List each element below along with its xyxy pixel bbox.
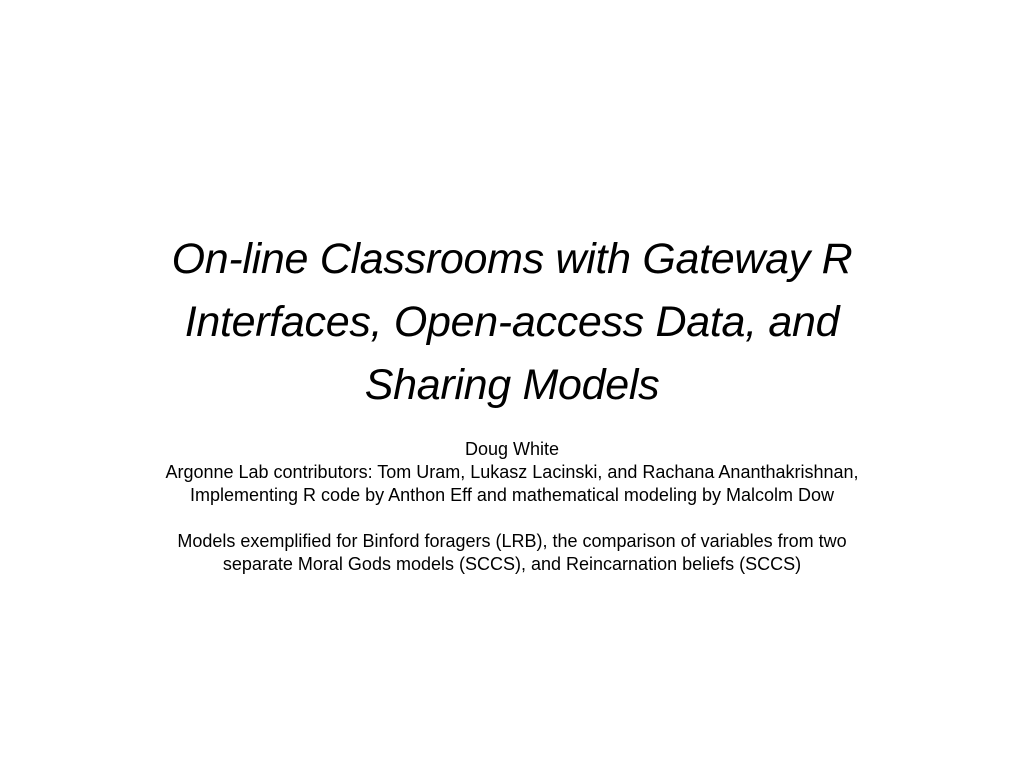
contributors-text [84,461,940,507]
paragraph-gap [84,507,940,530]
contributors-line-2: Implementing R code by Anthon Eff and mathematical modeling by Malcolm Dow [190,485,834,505]
models-line-1: Models exemplified for Binford foragers (LRB), the comparison of variables from two [177,531,847,551]
slide-title-line-1: On-line Classrooms with Gateway R [171,235,853,283]
slide-title-line-2: Interfaces, Open-access Data, and [184,298,840,346]
models-line-2: separate Moral Gods models (SCCS), and Reincarnation beliefs (SCCS) [222,554,802,574]
author-name: Doug White [464,439,560,459]
models-text [84,530,940,576]
slide-subtitle-box [84,438,940,576]
contributors-line-1: Argonne Lab contributors: Tom Uram, Lukasz Lacinski, and Rachana Ananthakrishnan, [165,462,859,482]
slide-title-line-3: Sharing Models [364,361,660,409]
slide-title-box [70,228,954,417]
slide-title [70,228,954,417]
